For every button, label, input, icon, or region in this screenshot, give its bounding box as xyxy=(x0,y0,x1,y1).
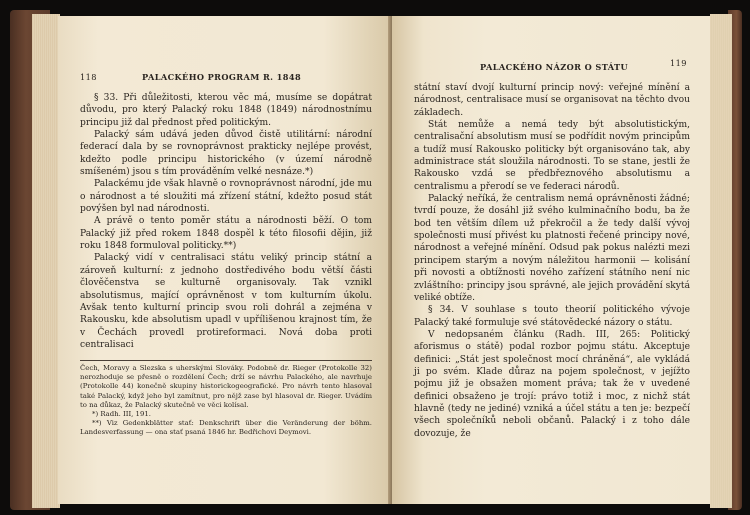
page-edges-right xyxy=(710,14,732,508)
right-body-text xyxy=(414,82,690,440)
right-page xyxy=(392,16,710,504)
right-running-title: PALACKÉHO NÁZOR O STÁTU xyxy=(480,62,629,72)
footnote: Čech, Moravy a Slezska s uherskými Slováky. Podobně dr. Rieger (Protokolle 32) nerozhoduje se přesně o rozdělení Čech; drží se návrhu Palackého, ale navrhuje (Protokolle 44) konečně skupiny historickogeografické. Pro návrh tento hlasoval také Palacký, když jeho byl zamítnut, pro nějž zase byl hlasoval dr. Rieger. Uvádím to na důkaz, že Palacký skutečně ve věci kolísal. xyxy=(80,364,372,409)
paragraph: Palacký sám udává jeden důvod čistě utilitární: národní federací dala by se rovnoprávnost prakticky nejlépe provést, kdežto podle principu historického (v území národně smíšeném) jsou s tím prováděním velké nesnáze.*) xyxy=(80,130,372,178)
left-footnotes xyxy=(80,364,372,438)
paragraph: V nedopsaném článku (Radh. III, 265: Politický aforismus o státě) podal rozbor pojmu státu. Akceptuje definici: „Stát jest společnost mocí chráněná“, ale vykládá ji po svém. Klade důraz na pojem společnost, v jejížto pojmu již je obsažen moment práva; tak že v uvedené definici obsaženo je trojí: právo totiž i moc, z nichž stát hlavně (tedy ne jediné) vzniká a účel státu a ten je: bezpečí všech společníků neboli občanů. Palacký i z toho dále dovozuje, že xyxy=(414,329,690,439)
left-page xyxy=(58,16,390,504)
left-page-number: 118 xyxy=(80,72,97,82)
footnote-rule xyxy=(80,360,372,361)
paragraph: Palackému jde však hlavně o rovnoprávnost národní, jde mu o národnost a té sloužiti má zřízení státní, kdežto posud stát povýšen byl nad národnosti. xyxy=(80,179,372,215)
paragraph: Stát nemůže a nemá tedy být absolutistickým, centralisační absolutism musí se podřídit novým principům a tudíž musí Rakousko politicky být organisováno tak, aby administrace stát sloužila národnosti. To se stane, jestli že Rakousko vzdá se předbřeznového absolutismu a centralismu a přerodí se ve federaci národů. xyxy=(414,120,690,192)
paragraph: Palacký neříká, že centralism nemá oprávněnosti žádné; tvrdí pouze, že dosáhl již svého kulminačního bodu, ba že bod ten větším dílem už překročil a že tedy další vývoj společnosti musí přivést ku platnosti řečené principy nové, národnost a veřejné mínění. Odsud pak pokus nalézti mezi principem starým a novým náležitou harmonii — kolisání při novosti a obtížnosti nového zařízení státního není nic zvláštního: principy jsou správné, ale jejich provádění skytá veliké obtíže. xyxy=(414,194,690,303)
paragraph: Palacký vidí v centralisaci státu veliký princip státní a zároveň kulturní: z jednoho dostředivého bodu větší části člověčenstva se kulturně organisovaly. Tak vznikl absolutismus, mající oprávněnost v tom kulturním úkolu. Avšak tento kulturní princip svou roli dohrál a zejména v Rakousku, kde absolutism upadl v upřílišenou krajnost tím, že v Čechách provedl protireformaci. Nová doba proti centralisaci xyxy=(80,253,372,350)
left-running-title: PALACKÉHO PROGRAM R. 1848 xyxy=(142,72,302,82)
paragraph: § 34. V souhlase s touto theorií politického vývoje Palacký také formuluje své státovědecké názory o státu. xyxy=(414,305,690,328)
left-body-text xyxy=(80,92,372,351)
page-edges-left xyxy=(32,14,60,508)
footnote: **) Viz Gedenkblätter stať: Denkschrift über die Veränderung der böhm. Landesverfassung — ona stať psaná 1846 hr. Bedřichovi Deymovi. xyxy=(80,419,372,437)
paragraph: § 33. Při důležitosti, kterou věc má, musíme se dopátrat důvodu, pro který Palacký roku 1848 (1849) národnostnímu principu již dal přednost před politickým. xyxy=(80,93,372,128)
left-page-header xyxy=(80,72,370,82)
footnote: *) Radh. III, 191. xyxy=(92,410,151,419)
paragraph: státní staví dvojí kulturní princip nový: veřejné mínění a národnost, centralisace musí se organisovat na těchto dvou základech. xyxy=(414,83,690,118)
paragraph: A právě o tento poměr státu a národnosti běží. O tom Palacký již před rokem 1848 dospěl k této filosofii dějin, již roku 1848 formuloval politicky.**) xyxy=(80,216,372,252)
open-book xyxy=(10,4,742,512)
right-page-number: 119 xyxy=(670,58,687,68)
